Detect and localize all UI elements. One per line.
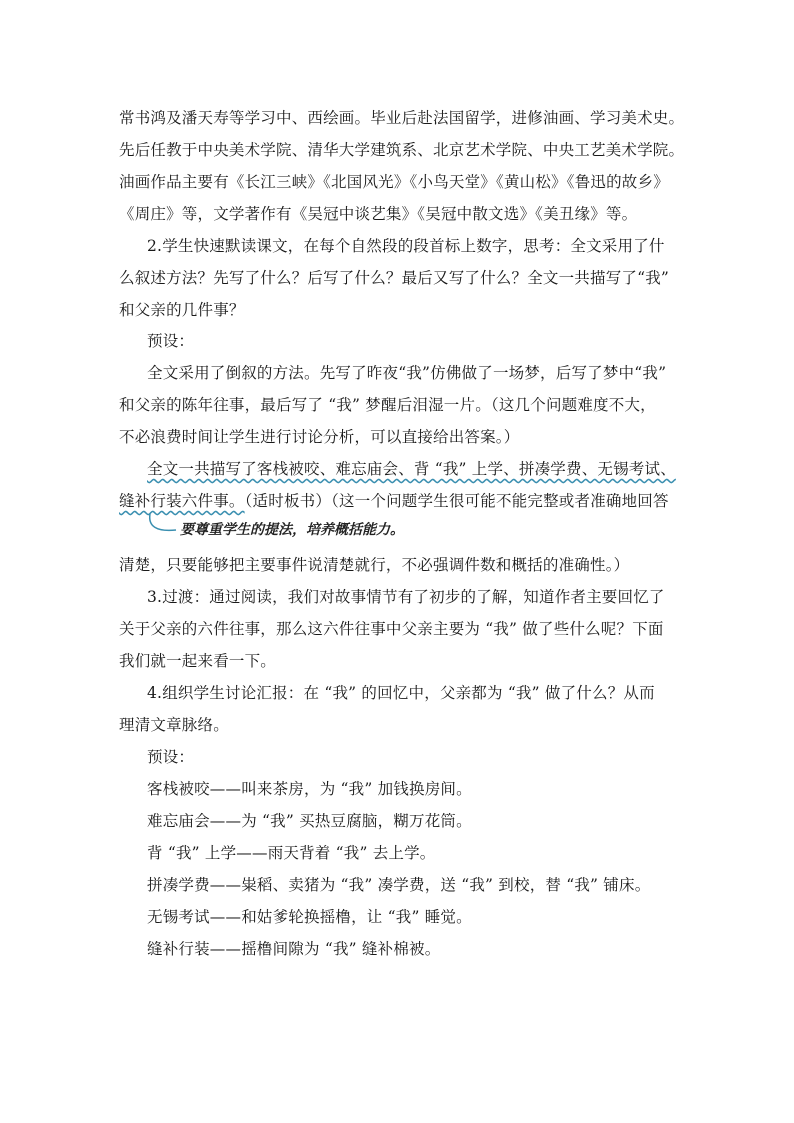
paragraph-line: 清楚，只要能够把主要事件说清楚就行，不必强调件数和概括的准确性。）: [119, 556, 630, 574]
list-item: 客栈被咬——叫来茶房，为 “我” 加钱换房间。: [147, 780, 472, 798]
paragraph-line: 《周庄》等，文学著作有《吴冠中谈艺集》《吴冠中散文选》《美丑缘》等。: [119, 205, 638, 223]
paragraph-text: （适时板书）（这一个问题学生很可能不能完整或者准确地回答: [244, 492, 669, 510]
paragraph-line: 2.学生快速默读课文，在每个自然段的段首标上数字，思考：全文采用了什: [147, 237, 665, 255]
paragraph-line: 全文采用了倒叙的方法。先写了昨夜“我”仿佛做了一场梦，后写了梦中“我”: [147, 364, 667, 382]
paragraph-line: 关于父亲的六件往事，那么这六件往事中父亲主要为 “我” 做了些什么呢？下面: [119, 620, 664, 638]
paragraph-line: 么叙述方法？先写了什么？后写了什么？最后又写了什么？全文一共描写了“我”: [119, 269, 670, 287]
paragraph-line: 4.组织学生讨论汇报：在 “我” 的回忆中，父亲都为 “我” 做了什么？从而: [147, 684, 655, 702]
paragraph-line: 3.过渡：通过阅读，我们对故事情节有了初步的了解，知道作者主要回忆了: [147, 588, 665, 606]
list-item: 难忘庙会——为 “我” 买热豆腐脑，糊万花筒。: [147, 812, 472, 830]
underlined-text: 缝补行装六件事。: [119, 492, 245, 510]
paragraph-line: 常书鸿及潘天寿等学习中、西绘画。毕业后赴法国留学，进修油画、学习美术史。: [119, 109, 685, 127]
list-item: 拼凑学费——粜稻、卖猪为 “我” 凑学费，送 “我” 到校，替 “我” 铺床。: [147, 876, 651, 894]
list-item: 缝补行装——摇橹间隙为 “我” 缝补棉被。: [147, 940, 441, 958]
paragraph-line: 和父亲的几件事？: [119, 301, 245, 319]
paragraph-line: 理清文章脉络。: [119, 716, 229, 734]
section-label: 预设：: [147, 332, 195, 350]
underlined-line: 全文一共描写了客栈被咬、难忘庙会、背 “我” 上学、拼凑学费、无锡考试、: [147, 460, 676, 478]
paragraph-line: 不必浪费时间让学生进行讨论分析，可以直接给出答案。）: [119, 428, 520, 446]
paragraph-line: 油画作品主要有《长江三峡》《北国风光》《小鸟天堂》《黄山松》《鲁迅的故乡》: [119, 173, 669, 191]
section-label: 预设：: [147, 748, 195, 766]
annotation-hook-icon: [146, 512, 182, 542]
margin-annotation: 要尊重学生的提法，培养概括能力。: [180, 522, 404, 538]
list-item: 背 “我” 上学——雨天背着 “我” 去上学。: [147, 844, 436, 862]
list-item: 无锡考试——和姑爹轮换摇橹，让 “我” 睡觉。: [147, 908, 472, 926]
paragraph-line: 我们就一起来看一下。: [119, 652, 277, 670]
paragraph-line: 先后任教于中央美术学院、清华大学建筑系、北京艺术学院、中央工艺美术学院。: [119, 141, 685, 159]
paragraph-line: 和父亲的陈年往事，最后写了 “我” 梦醒后泪湿一片。（这几个问题难度不大，: [119, 396, 656, 414]
paragraph-line: [119, 491, 669, 511]
